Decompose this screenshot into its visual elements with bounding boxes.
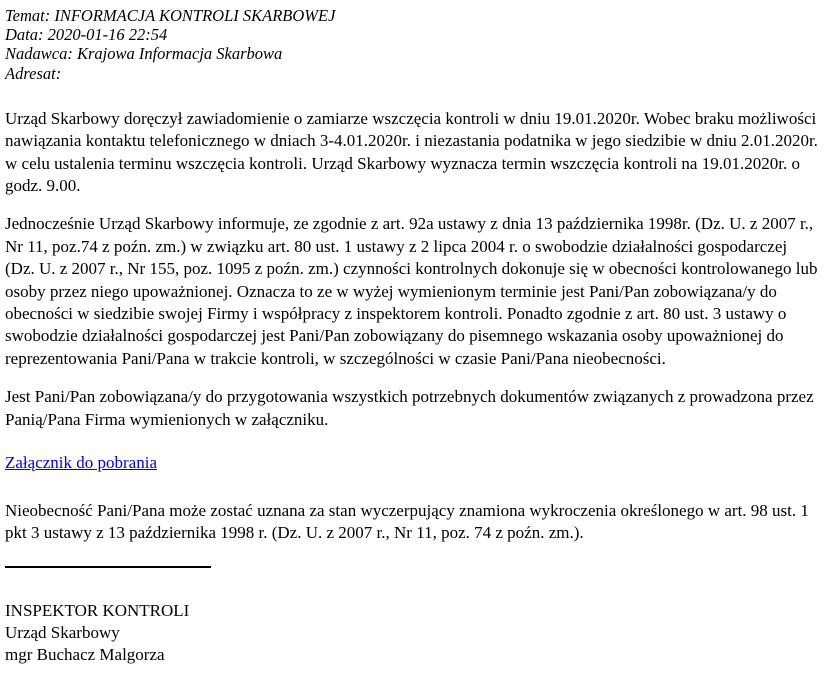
attachment-link-row xyxy=(5,452,821,474)
signature-separator xyxy=(5,566,211,568)
date-line: Data: 2020-01-16 22:54 xyxy=(5,25,168,45)
body-paragraph-3: Jest Pani/Pan zobowiązana/y do przygotowania wszystkich potrzebnych dokumentów związanych z prowadzona przez Panią/Pana Firma wymienionych w załączniku. xyxy=(5,387,814,429)
body-paragraph-2: Jednocześnie Urząd Skarbowy informuje, ze zgodnie z art. 92a ustawy z dnia 13 października 1998r. (Dz. U. z 2007 r., Nr 11, poz.74 z poźn. zm.) w związku art. 80 ust. 1 ustawy z 2 lipca 2004 r. o swobodzie działalności gospodarczej (Dz. U. z 2007 r., Nr 155, poz. 1095 z poźn. zm.) czynności kontrolnych dokonuje się w obecności kontrolowanego lub osoby przez niego upoważnionej. Oznacza to ze w wyżej wymienionym terminie jest Pani/Pan zobowiązana/y do obecności w siedzibie swojej Firmy i współpracy z inspektorem kontroli. Ponadto zgodnie z art. 80 ust. 3 ustawy o swobodzie działalności gospodarczej jest Pani/Pan zobowiązany do pisemnego wskazania osoby upoważnionej do reprezentowania Pani/Pana w trakcie kontroli, w szczególności w czasie Pani/Pana nieobecności. xyxy=(5,214,818,368)
body-paragraph-4: Nieobecność Pani/Pana może zostać uznana za stan wyczerpujący znamiona wykroczenia określonego w art. 98 ust. 1 pkt 3 ustawy z 13 października 1998 r. (Dz. U. z 2007 r., Nr 11, poz. 74 z poźn. zm.). xyxy=(5,500,809,542)
recipient-line: Adresat: xyxy=(5,63,62,83)
email-body xyxy=(5,108,821,545)
signature-block xyxy=(5,600,821,665)
signature-title: INSPEKTOR KONTROLI xyxy=(5,601,190,621)
signature-name: mgr Buchacz Malgorza xyxy=(5,644,165,664)
signature-office: Urząd Skarbowy xyxy=(5,623,120,643)
subject-line: Temat: INFORMACJA KONTROLI SKARBOWEJ xyxy=(5,6,336,25)
body-paragraph-1: Urząd Skarbowy doręczył zawiadomienie o zamiarze wszczęcia kontroli w dniu 19.01.2020r. Wobec braku możliwości nawiązania kontaktu telefonicznego w dniach 3-4.01.2020r. i niezastania podatnika w jego siedzibie w dniu 2.01.2020r. w celu ustalenia terminu wszczęcia kontroli. Urząd Skarbowy wyznacza termin wszczęcia kontroli na 19.01.2020r. o godz. 9.00. xyxy=(5,108,818,196)
sender-line: Nadawca: Krajowa Informacja Skarbowa xyxy=(5,44,283,64)
attachment-download-link[interactable]: Załącznik do pobrania xyxy=(5,453,157,473)
email-header xyxy=(5,6,821,83)
